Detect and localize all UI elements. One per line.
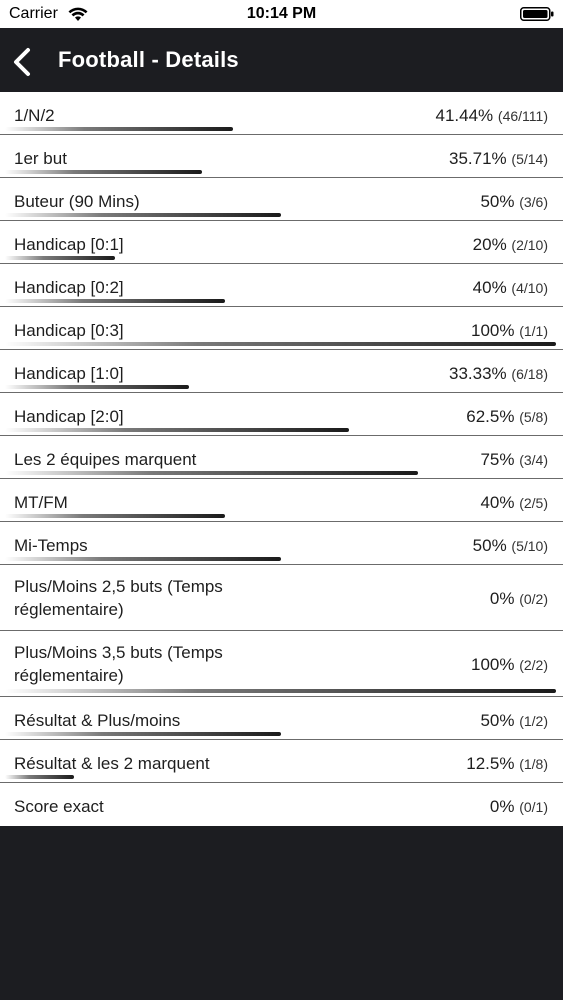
chevron-left-icon [6,42,46,82]
row-value [449,362,548,386]
row-label: Résultat & Plus/moins [14,711,181,730]
progress-bar [5,342,556,346]
fraction-value: (2/10) [511,237,548,253]
row-value [480,491,548,515]
progress-bar [5,732,281,736]
carrier-label: Carrier [9,5,58,22]
navigation-bar [0,28,563,96]
stats-list [0,92,563,826]
row-value [480,190,548,214]
fraction-value: (0/2) [519,591,548,607]
fraction-value: (5/8) [519,409,548,425]
list-item[interactable] [0,178,563,221]
row-value [471,319,548,343]
list-item[interactable] [0,92,563,135]
progress-bar [5,213,281,217]
row-value [480,448,548,472]
fraction-value: (0/1) [519,799,548,815]
percent-value: 20% [472,235,507,254]
list-item[interactable] [0,697,563,740]
fraction-value: (2/2) [519,657,548,673]
percent-value: 100% [470,655,515,674]
row-label: Les 2 équipes marquent [14,450,197,469]
fraction-value: (3/4) [519,452,548,468]
row-value [473,534,548,558]
progress-bar [5,557,281,561]
list-item[interactable] [0,264,563,307]
row-value [471,653,548,677]
list-item[interactable] [0,479,563,522]
percent-value: 0% [489,589,515,608]
back-button[interactable] [6,42,46,82]
page-title: Football - Details [58,47,239,72]
percent-value: 41.44% [435,106,494,125]
progress-bar [5,689,556,693]
row-label: 1/N/2 [14,106,55,125]
list-item[interactable] [0,783,563,826]
row-value [473,233,548,257]
row-value [490,587,548,611]
fraction-value: (2/5) [519,495,548,511]
fraction-value: (5/14) [511,151,548,167]
row-value [466,405,548,429]
percent-value: 40% [480,493,515,512]
row-value [490,795,548,819]
fraction-value: (1/2) [519,713,548,729]
row-label: Handicap [0:1] [14,235,124,254]
percent-value: 35.71% [449,149,507,168]
progress-bar [5,170,202,174]
progress-bar [5,471,418,475]
percent-value: 50% [472,536,507,555]
progress-bar [5,775,74,779]
percent-value: 12.5% [466,754,515,773]
row-value [466,752,548,776]
row-label: Handicap [1:0] [14,364,124,383]
percent-value: 0% [489,797,515,816]
list-item[interactable] [0,631,563,697]
row-value [473,276,548,300]
progress-bar [5,299,225,303]
row-value [436,104,548,128]
list-item[interactable] [0,135,563,178]
row-label: Handicap [0:3] [14,321,124,340]
row-label: Handicap [2:0] [14,407,124,426]
percent-value: 50% [480,192,515,211]
row-label: Buteur (90 Mins) [14,192,140,211]
percent-value: 33.33% [449,364,507,383]
progress-bar [5,514,225,518]
percent-value: 40% [472,278,507,297]
row-label: MT/FM [14,493,68,512]
row-label: Handicap [0:2] [14,278,124,297]
fraction-value: (46/111) [497,108,548,124]
battery-icon [520,7,554,26]
status-bar [0,0,563,28]
progress-bar [5,428,349,432]
fraction-value: (1/8) [519,756,548,772]
fraction-value: (5/10) [511,538,548,554]
percent-value: 75% [480,450,515,469]
fraction-value: (6/18) [511,366,548,382]
percent-value: 100% [470,321,515,340]
fraction-value: (1/1) [519,323,548,339]
row-label: Plus/Moins 2,5 buts (Temps réglementaire) [14,577,223,619]
row-label: Plus/Moins 3,5 buts (Temps réglementaire) [14,643,223,685]
list-item[interactable] [0,436,563,479]
row-label: Mi-Temps [14,536,88,555]
percent-value: 62.5% [466,407,515,426]
list-item[interactable] [0,565,563,631]
list-item[interactable] [0,393,563,436]
clock-time: 10:14 PM [246,5,317,22]
row-label: Résultat & les 2 marquent [14,754,210,773]
fraction-value: (4/10) [511,280,548,296]
row-label: 1er but [14,149,67,168]
list-item[interactable] [0,350,563,393]
progress-bar [5,256,115,260]
percent-value: 50% [480,711,515,730]
list-item[interactable] [0,307,563,350]
list-item[interactable] [0,221,563,264]
fraction-value: (3/6) [519,194,548,210]
row-value [449,147,548,171]
row-label: Score exact [14,797,104,816]
row-value [480,709,548,733]
list-item[interactable] [0,740,563,783]
progress-bar [5,127,233,131]
progress-bar [5,385,189,389]
list-item[interactable] [0,522,563,565]
